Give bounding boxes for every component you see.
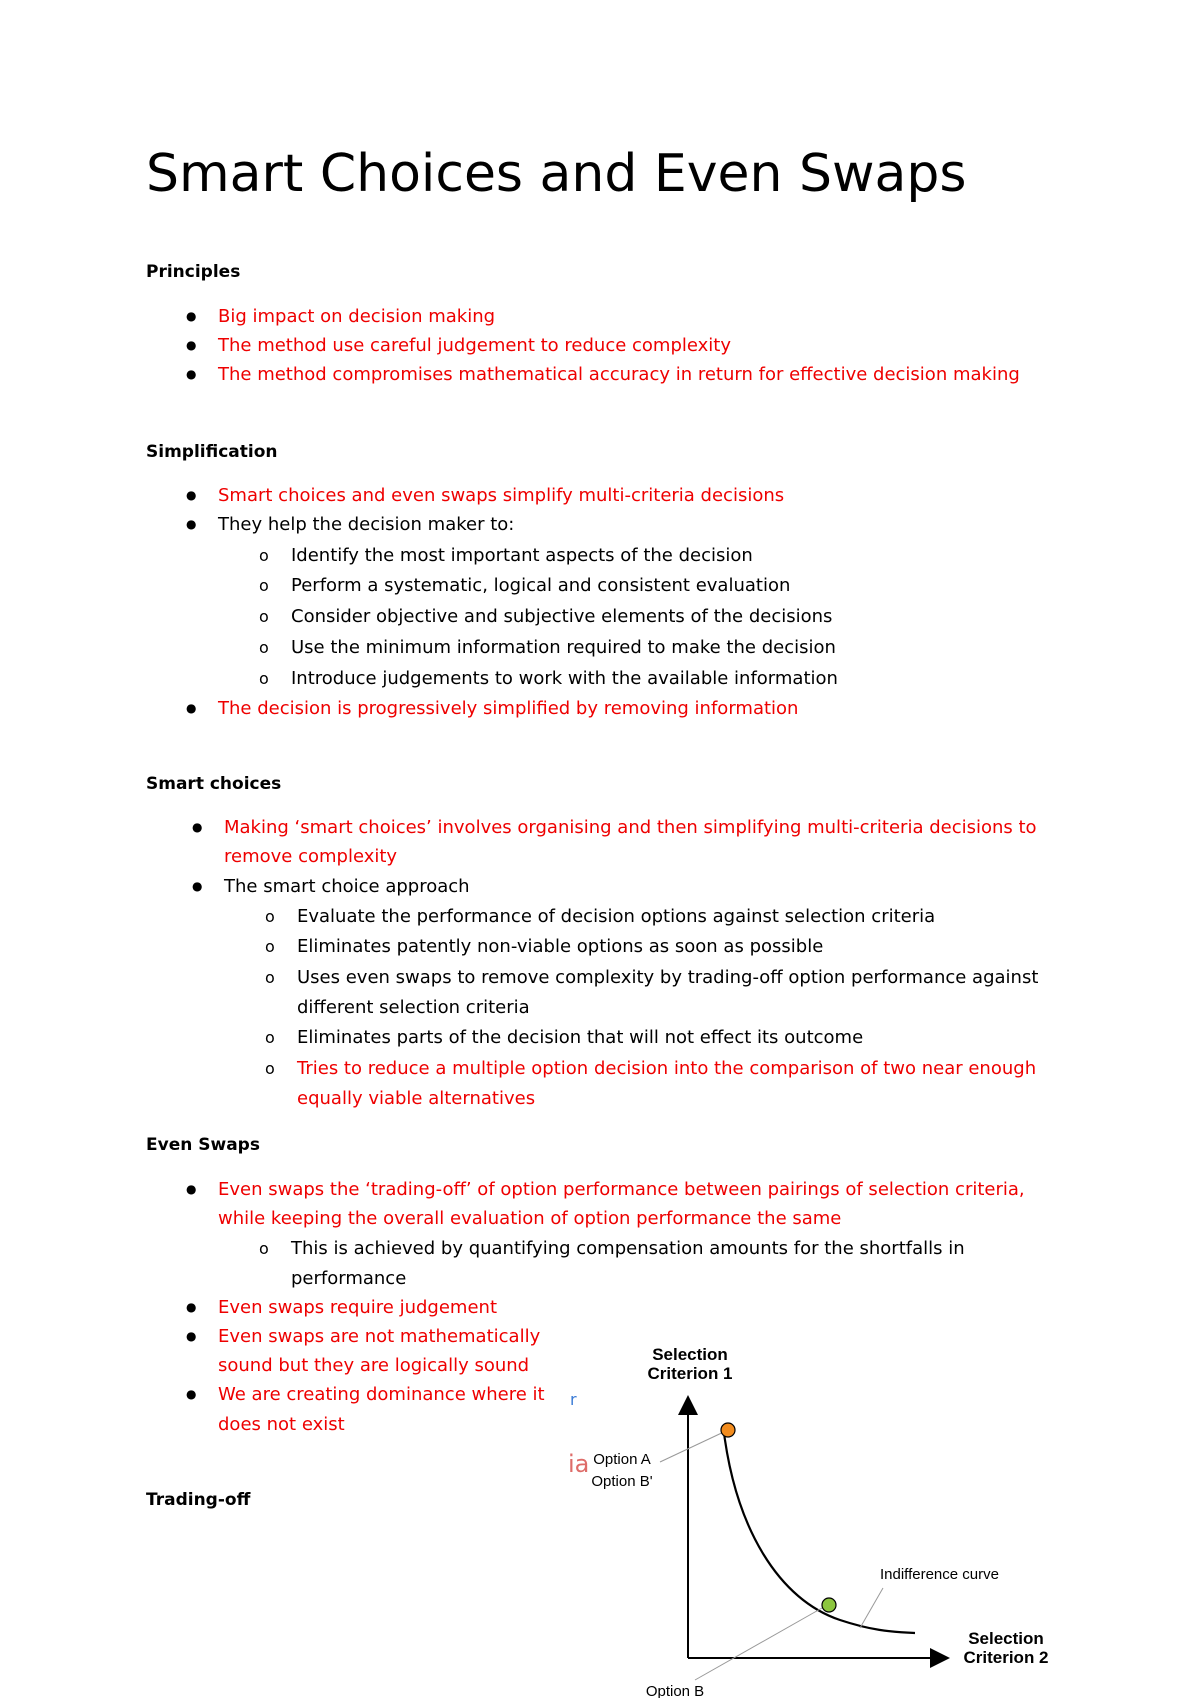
simplification-item-1: ● Smart choices and even swaps simplify multi-criteria decisions [218, 481, 784, 510]
even-swaps-item-4-cont: does not exist [218, 1414, 345, 1435]
smart-choices-subitem-3: o Uses even swaps to remove complexity by trading-off option performance against [297, 963, 1038, 992]
principles-item-1: ● Big impact on decision making [218, 302, 495, 331]
option-a-point [721, 1423, 735, 1437]
even-swaps-item-4: ● We are creating dominance where it [218, 1380, 545, 1409]
simplification-item-3: ● The decision is progressively simplified by removing information [218, 694, 798, 723]
hidden-text-fragment-2: ia [568, 1450, 590, 1478]
curve-label-leader-line [860, 1588, 883, 1628]
heading-trading-off: Trading-off [146, 1490, 251, 1510]
indifference-curve-label: Indifference curve [880, 1566, 999, 1583]
simplification-subitem-3: o Consider objective and subjective elements of the decisions [291, 602, 832, 631]
page-title: Smart Choices and Even Swaps [146, 144, 967, 204]
heading-principles: Principles [146, 262, 241, 282]
option-b-point [822, 1598, 836, 1612]
even-swaps-item-3: ● Even swaps are not mathematically [218, 1322, 540, 1351]
y-axis-label-line1: Selection [652, 1345, 728, 1364]
principles-item-3: ● The method compromises mathematical accuracy in return for effective decision making [218, 360, 1020, 389]
x-axis-label-line1: Selection [968, 1629, 1044, 1648]
x-axis-label-line2: Criterion 2 [963, 1648, 1049, 1667]
even-swaps-item-3-cont: sound but they are logically sound [218, 1355, 530, 1376]
even-swaps-subitem-1-cont: performance [291, 1268, 407, 1289]
option-b-prime-label: Option B' [591, 1473, 653, 1490]
smart-choices-item-2: ● The smart choice approach [224, 872, 470, 901]
smart-choices-item-1-cont: remove complexity [224, 846, 398, 867]
even-swaps-subitem-1: o This is achieved by quantifying compensation amounts for the shortfalls in [291, 1234, 965, 1263]
heading-even-swaps: Even Swaps [146, 1135, 260, 1155]
simplification-subitem-4: o Use the minimum information required to make the decision [291, 633, 836, 662]
simplification-subitem-1: o Identify the most important aspects of the decision [291, 541, 753, 570]
heading-simplification: Simplification [146, 442, 278, 462]
option-b-leader-line [695, 1608, 822, 1680]
simplification-item-2: ● They help the decision maker to: [218, 510, 514, 539]
smart-choices-item-1: ● Making ‘smart choices’ involves organising and then simplifying multi-criteria decisions to [224, 813, 1037, 842]
smart-choices-subitem-4: o Eliminates parts of the decision that will not effect its outcome [297, 1023, 863, 1052]
option-b-label: Option B [645, 1683, 705, 1698]
even-swaps-item-1-cont: while keeping the overall evaluation of option performance the same [218, 1208, 842, 1229]
indifference-curve-figure [560, 1330, 1080, 1698]
principles-item-2: ● The method use careful judgement to reduce complexity [218, 331, 731, 360]
option-a-label: Option A [593, 1451, 651, 1468]
y-axis-label-line2: Criterion 1 [647, 1364, 733, 1383]
indifference-curve [723, 1425, 915, 1633]
smart-choices-subitem-5-cont: equally viable alternatives [297, 1088, 536, 1109]
smart-choices-subitem-5: o Tries to reduce a multiple option decision into the comparison of two near enough [297, 1054, 1036, 1083]
even-swaps-item-2: ● Even swaps require judgement [218, 1293, 497, 1322]
smart-choices-subitem-3-cont: different selection criteria [297, 997, 530, 1018]
smart-choices-subitem-1: o Evaluate the performance of decision options against selection criteria [297, 902, 935, 931]
even-swaps-item-1: ● Even swaps the ‘trading-off’ of option performance between pairings of selection criteria, [218, 1175, 1025, 1204]
option-a-leader-line [660, 1430, 728, 1462]
simplification-subitem-5: o Introduce judgements to work with the available information [291, 664, 838, 693]
smart-choices-subitem-2: o Eliminates patently non-viable options as soon as possible [297, 932, 823, 961]
hidden-text-fragment-1: r [570, 1390, 577, 1409]
heading-smart-choices: Smart choices [146, 774, 282, 794]
simplification-subitem-2: o Perform a systematic, logical and consistent evaluation [291, 571, 790, 600]
